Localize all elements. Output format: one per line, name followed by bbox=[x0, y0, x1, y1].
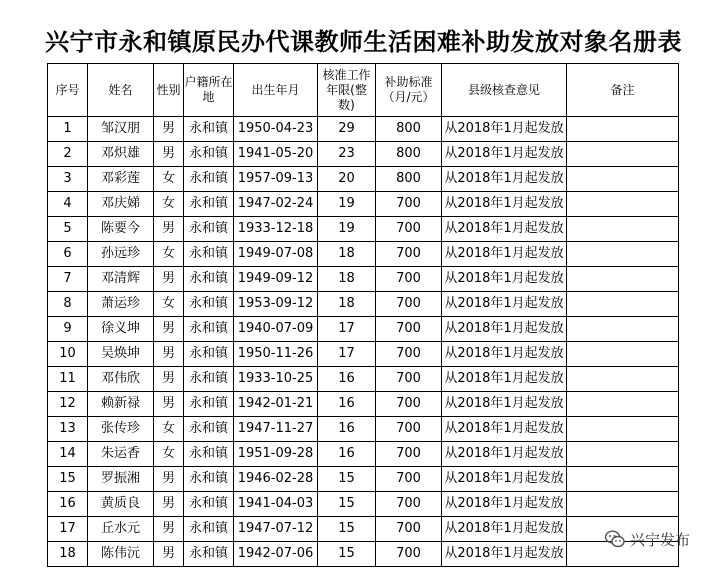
cell-name: 朱运香 bbox=[88, 442, 154, 467]
table-row bbox=[48, 317, 679, 342]
cell-standard: 800 bbox=[376, 117, 442, 142]
cell-remark bbox=[567, 167, 679, 192]
cell-years: 23 bbox=[318, 142, 376, 167]
cell-standard: 700 bbox=[376, 392, 442, 417]
cell-birth: 1949-09-12 bbox=[234, 267, 318, 292]
cell-birth: 1940-07-09 bbox=[234, 317, 318, 342]
cell-hukou: 永和镇 bbox=[184, 392, 234, 417]
cell-gender: 男 bbox=[154, 317, 184, 342]
cell-name: 陈要今 bbox=[88, 217, 154, 242]
table-row bbox=[48, 542, 679, 567]
cell-birth: 1953-09-12 bbox=[234, 292, 318, 317]
cell-gender: 男 bbox=[154, 542, 184, 567]
cell-name: 孙远珍 bbox=[88, 242, 154, 267]
cell-opinion: 从2018年1月起发放 bbox=[442, 367, 567, 392]
table-row bbox=[48, 117, 679, 142]
cell-years: 18 bbox=[318, 267, 376, 292]
cell-opinion: 从2018年1月起发放 bbox=[442, 442, 567, 467]
cell-remark bbox=[567, 242, 679, 267]
cell-opinion: 从2018年1月起发放 bbox=[442, 392, 567, 417]
cell-gender: 男 bbox=[154, 142, 184, 167]
cell-name: 张传珍 bbox=[88, 417, 154, 442]
cell-name: 丘水元 bbox=[88, 517, 154, 542]
cell-index: 13 bbox=[48, 417, 88, 442]
cell-gender: 男 bbox=[154, 342, 184, 367]
cell-index: 16 bbox=[48, 492, 88, 517]
cell-standard: 700 bbox=[376, 517, 442, 542]
cell-remark bbox=[567, 392, 679, 417]
header-gender: 性别 bbox=[154, 64, 184, 117]
cell-index: 9 bbox=[48, 317, 88, 342]
cell-opinion: 从2018年1月起发放 bbox=[442, 292, 567, 317]
cell-years: 16 bbox=[318, 392, 376, 417]
cell-gender: 女 bbox=[154, 242, 184, 267]
header-standard: 补助标准（月/元） bbox=[376, 64, 442, 117]
cell-index: 15 bbox=[48, 467, 88, 492]
cell-gender: 男 bbox=[154, 267, 184, 292]
cell-standard: 700 bbox=[376, 492, 442, 517]
cell-standard: 700 bbox=[376, 267, 442, 292]
cell-gender: 女 bbox=[154, 442, 184, 467]
cell-name: 黄质良 bbox=[88, 492, 154, 517]
cell-hukou: 永和镇 bbox=[184, 142, 234, 167]
cell-standard: 700 bbox=[376, 367, 442, 392]
cell-years: 18 bbox=[318, 242, 376, 267]
cell-standard: 700 bbox=[376, 317, 442, 342]
cell-index: 2 bbox=[48, 142, 88, 167]
cell-remark bbox=[567, 192, 679, 217]
cell-remark bbox=[567, 367, 679, 392]
cell-name: 罗振湘 bbox=[88, 467, 154, 492]
cell-remark bbox=[567, 492, 679, 517]
cell-name: 陈伟沅 bbox=[88, 542, 154, 567]
table-row bbox=[48, 292, 679, 317]
cell-gender: 男 bbox=[154, 117, 184, 142]
cell-remark bbox=[567, 217, 679, 242]
cell-hukou: 永和镇 bbox=[184, 192, 234, 217]
cell-name: 邹汉朋 bbox=[88, 117, 154, 142]
cell-index: 4 bbox=[48, 192, 88, 217]
table-row bbox=[48, 517, 679, 542]
cell-opinion: 从2018年1月起发放 bbox=[442, 542, 567, 567]
cell-hukou: 永和镇 bbox=[184, 467, 234, 492]
cell-hukou: 永和镇 bbox=[184, 542, 234, 567]
cell-index: 6 bbox=[48, 242, 88, 267]
cell-birth: 1947-11-27 bbox=[234, 417, 318, 442]
cell-gender: 男 bbox=[154, 392, 184, 417]
table-row bbox=[48, 392, 679, 417]
cell-opinion: 从2018年1月起发放 bbox=[442, 317, 567, 342]
cell-standard: 700 bbox=[376, 417, 442, 442]
cell-index: 3 bbox=[48, 167, 88, 192]
cell-years: 16 bbox=[318, 417, 376, 442]
watermark-text: 兴宁发布 bbox=[630, 530, 691, 549]
cell-remark bbox=[567, 342, 679, 367]
cell-opinion: 从2018年1月起发放 bbox=[442, 492, 567, 517]
cell-index: 10 bbox=[48, 342, 88, 367]
cell-name: 萧运珍 bbox=[88, 292, 154, 317]
cell-remark bbox=[567, 417, 679, 442]
header-opinion: 县级核查意见 bbox=[442, 64, 567, 117]
cell-index: 18 bbox=[48, 542, 88, 567]
cell-index: 5 bbox=[48, 217, 88, 242]
cell-standard: 700 bbox=[376, 192, 442, 217]
table-row bbox=[48, 167, 679, 192]
cell-index: 17 bbox=[48, 517, 88, 542]
cell-gender: 男 bbox=[154, 367, 184, 392]
cell-standard: 700 bbox=[376, 467, 442, 492]
cell-remark bbox=[567, 292, 679, 317]
table-row bbox=[48, 442, 679, 467]
roster-table bbox=[47, 63, 679, 567]
cell-index: 12 bbox=[48, 392, 88, 417]
table-row bbox=[48, 217, 679, 242]
cell-remark bbox=[567, 467, 679, 492]
header-row bbox=[48, 64, 679, 117]
cell-index: 7 bbox=[48, 267, 88, 292]
table-row bbox=[48, 267, 679, 292]
cell-birth: 1933-12-18 bbox=[234, 217, 318, 242]
cell-name: 邓炽雄 bbox=[88, 142, 154, 167]
cell-standard: 700 bbox=[376, 217, 442, 242]
header-name: 姓名 bbox=[88, 64, 154, 117]
cell-years: 18 bbox=[318, 292, 376, 317]
table-row bbox=[48, 492, 679, 517]
cell-gender: 男 bbox=[154, 217, 184, 242]
cell-birth: 1941-04-03 bbox=[234, 492, 318, 517]
cell-hukou: 永和镇 bbox=[184, 317, 234, 342]
cell-index: 8 bbox=[48, 292, 88, 317]
table-row bbox=[48, 242, 679, 267]
cell-name: 赖新禄 bbox=[88, 392, 154, 417]
cell-name: 吴焕坤 bbox=[88, 342, 154, 367]
cell-remark bbox=[567, 442, 679, 467]
cell-name: 邓彩莲 bbox=[88, 167, 154, 192]
cell-gender: 女 bbox=[154, 167, 184, 192]
cell-opinion: 从2018年1月起发放 bbox=[442, 342, 567, 367]
cell-years: 15 bbox=[318, 517, 376, 542]
cell-years: 19 bbox=[318, 192, 376, 217]
cell-years: 17 bbox=[318, 317, 376, 342]
cell-birth: 1941-05-20 bbox=[234, 142, 318, 167]
cell-birth: 1951-09-28 bbox=[234, 442, 318, 467]
cell-opinion: 从2018年1月起发放 bbox=[442, 142, 567, 167]
cell-hukou: 永和镇 bbox=[184, 492, 234, 517]
cell-standard: 800 bbox=[376, 167, 442, 192]
cell-gender: 男 bbox=[154, 467, 184, 492]
cell-opinion: 从2018年1月起发放 bbox=[442, 117, 567, 142]
watermark bbox=[604, 526, 690, 552]
cell-birth: 1950-11-26 bbox=[234, 342, 318, 367]
cell-name: 邓庆娣 bbox=[88, 192, 154, 217]
cell-name: 邓清辉 bbox=[88, 267, 154, 292]
cell-hukou: 永和镇 bbox=[184, 217, 234, 242]
document-title: 兴宁市永和镇原民办代课教师生活困难补助发放对象名册表 bbox=[45, 27, 682, 56]
table-row bbox=[48, 367, 679, 392]
table-row bbox=[48, 342, 679, 367]
cell-remark bbox=[567, 142, 679, 167]
cell-opinion: 从2018年1月起发放 bbox=[442, 217, 567, 242]
cell-standard: 700 bbox=[376, 342, 442, 367]
header-years: 核准工作年限(整数) bbox=[318, 64, 376, 117]
cell-gender: 女 bbox=[154, 192, 184, 217]
cell-years: 15 bbox=[318, 542, 376, 567]
cell-opinion: 从2018年1月起发放 bbox=[442, 192, 567, 217]
cell-opinion: 从2018年1月起发放 bbox=[442, 467, 567, 492]
cell-index: 14 bbox=[48, 442, 88, 467]
cell-hukou: 永和镇 bbox=[184, 267, 234, 292]
cell-gender: 女 bbox=[154, 417, 184, 442]
cell-birth: 1942-01-21 bbox=[234, 392, 318, 417]
cell-hukou: 永和镇 bbox=[184, 292, 234, 317]
cell-gender: 女 bbox=[154, 292, 184, 317]
cell-years: 19 bbox=[318, 217, 376, 242]
cell-years: 15 bbox=[318, 467, 376, 492]
cell-birth: 1949-07-08 bbox=[234, 242, 318, 267]
cell-opinion: 从2018年1月起发放 bbox=[442, 517, 567, 542]
cell-years: 20 bbox=[318, 167, 376, 192]
cell-index: 11 bbox=[48, 367, 88, 392]
cell-opinion: 从2018年1月起发放 bbox=[442, 267, 567, 292]
cell-years: 16 bbox=[318, 367, 376, 392]
cell-opinion: 从2018年1月起发放 bbox=[442, 417, 567, 442]
table-row bbox=[48, 417, 679, 442]
cell-years: 29 bbox=[318, 117, 376, 142]
cell-opinion: 从2018年1月起发放 bbox=[442, 167, 567, 192]
table-row bbox=[48, 142, 679, 167]
cell-index: 1 bbox=[48, 117, 88, 142]
cell-hukou: 永和镇 bbox=[184, 442, 234, 467]
cell-opinion: 从2018年1月起发放 bbox=[442, 242, 567, 267]
cell-name: 邓伟欣 bbox=[88, 367, 154, 392]
header-index: 序号 bbox=[48, 64, 88, 117]
cell-standard: 700 bbox=[376, 542, 442, 567]
cell-hukou: 永和镇 bbox=[184, 242, 234, 267]
cell-birth: 1933-10-25 bbox=[234, 367, 318, 392]
cell-hukou: 永和镇 bbox=[184, 342, 234, 367]
cell-hukou: 永和镇 bbox=[184, 417, 234, 442]
cell-standard: 700 bbox=[376, 292, 442, 317]
cell-birth: 1946-02-28 bbox=[234, 467, 318, 492]
cell-remark bbox=[567, 267, 679, 292]
wechat-logo-icon bbox=[604, 528, 626, 550]
cell-remark bbox=[567, 317, 679, 342]
cell-years: 15 bbox=[318, 492, 376, 517]
cell-hukou: 永和镇 bbox=[184, 117, 234, 142]
header-remark: 备注 bbox=[567, 64, 679, 117]
cell-gender: 男 bbox=[154, 492, 184, 517]
cell-birth: 1942-07-06 bbox=[234, 542, 318, 567]
table-row bbox=[48, 192, 679, 217]
cell-standard: 700 bbox=[376, 442, 442, 467]
cell-hukou: 永和镇 bbox=[184, 167, 234, 192]
cell-years: 17 bbox=[318, 342, 376, 367]
cell-remark bbox=[567, 117, 679, 142]
cell-hukou: 永和镇 bbox=[184, 367, 234, 392]
cell-hukou: 永和镇 bbox=[184, 517, 234, 542]
cell-birth: 1950-04-23 bbox=[234, 117, 318, 142]
cell-name: 徐义坤 bbox=[88, 317, 154, 342]
cell-years: 16 bbox=[318, 442, 376, 467]
header-hukou: 户籍所在地 bbox=[184, 64, 234, 117]
cell-standard: 800 bbox=[376, 142, 442, 167]
table-row bbox=[48, 467, 679, 492]
cell-birth: 1947-07-12 bbox=[234, 517, 318, 542]
header-birth: 出生年月 bbox=[234, 64, 318, 117]
cell-birth: 1957-09-13 bbox=[234, 167, 318, 192]
cell-birth: 1947-02-24 bbox=[234, 192, 318, 217]
cell-gender: 男 bbox=[154, 517, 184, 542]
roster-body bbox=[48, 117, 679, 567]
cell-standard: 700 bbox=[376, 242, 442, 267]
